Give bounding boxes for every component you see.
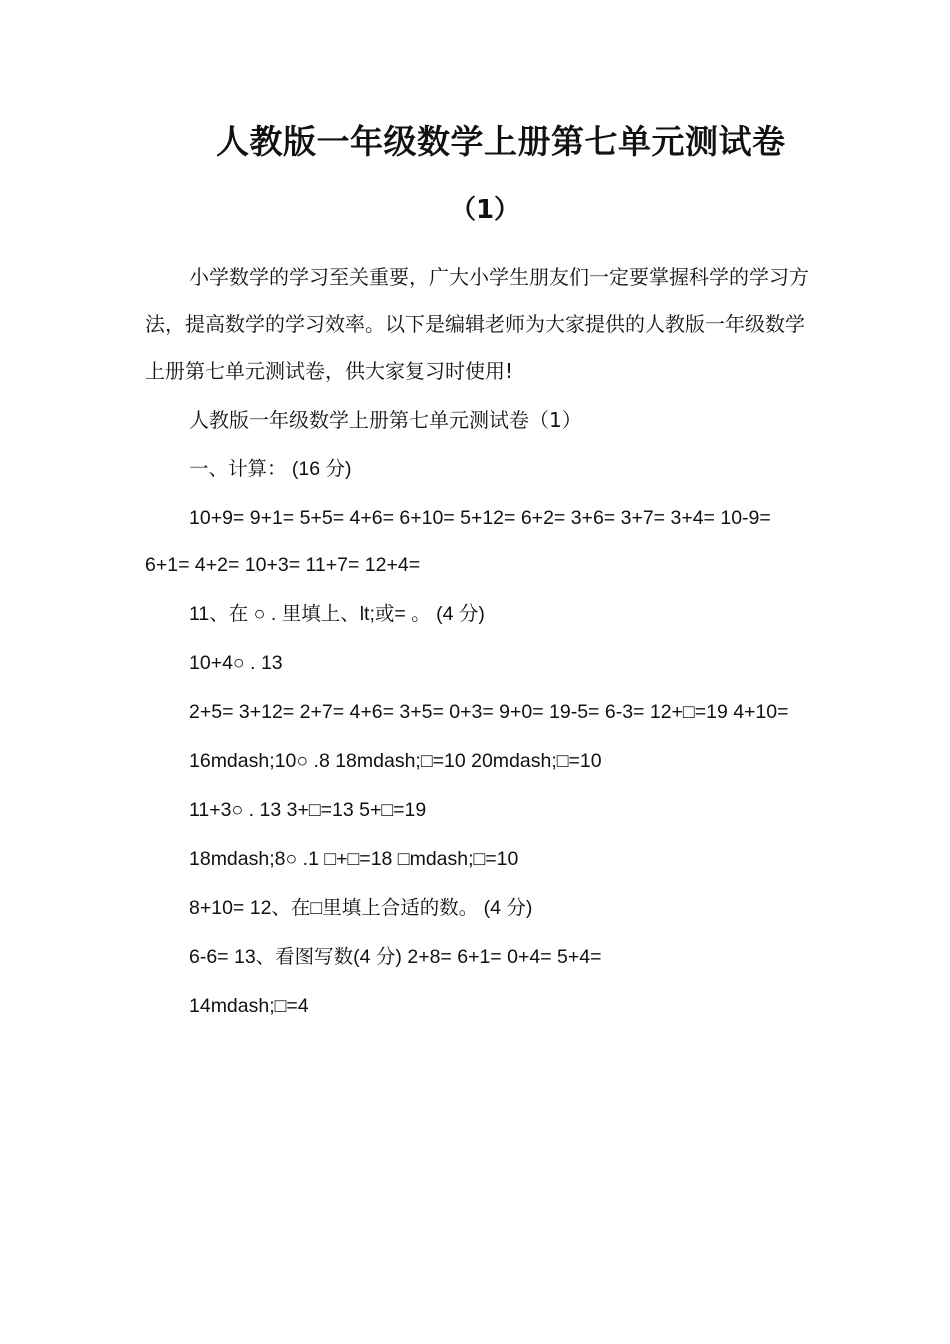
heading-repeat: 人教版一年级数学上册第七单元测试卷（1） [189,408,582,432]
intro-paragraph: 小学数学的学习至关重要，广大小学生朋友们一定要掌握科学的学习方法，提高数学的学习效率。以下是编辑老师为大家提供的人教版一年级数学上册第七单元测试卷，供大家复习时使用! [145,265,809,383]
calc-line-2: 2+5= 3+12= 2+7= 4+6= 3+5= 0+3= 9+0= 19-5= 6-3= 12+□=19 4+10= [189,701,789,723]
compare-line-1: 10+4○ . 13 [189,652,283,674]
section-1-heading: 一、计算： (16 分) [189,458,352,480]
section-12-line: 8+10= 12、在□里填上合适的数。 (4 分) [189,897,533,919]
calc-line: 10+9= 9+1= 5+5= 4+6= 6+10= 5+12= 6+2= 3+6= 3+7= 3+4= 10-9= 6+1= 4+2= 10+3= 11+7= 12+4= [145,507,771,576]
document-title: 人教版一年级数学上册第七单元测试卷 [216,122,786,161]
last-line: 14mdash;□=4 [189,995,309,1017]
compare-line-2: 16mdash;10○ .8 18mdash;□=10 20mdash;□=10 [189,750,602,772]
compare-line-3: 11+3○ . 13 3+□=13 5+□=19 [189,799,427,821]
document-subtitle: （1） [449,195,521,225]
section-13-line: 6-6= 13、看图写数(4 分) 2+8= 6+1= 0+4= 5+4= [189,946,602,968]
section-11-heading: 11、在 ○ . 里填上、lt;或= 。 (4 分) [189,603,485,625]
compare-line-4: 18mdash;8○ .1 □+□=18 □mdash;□=10 [189,848,519,870]
document-body [145,254,810,1032]
